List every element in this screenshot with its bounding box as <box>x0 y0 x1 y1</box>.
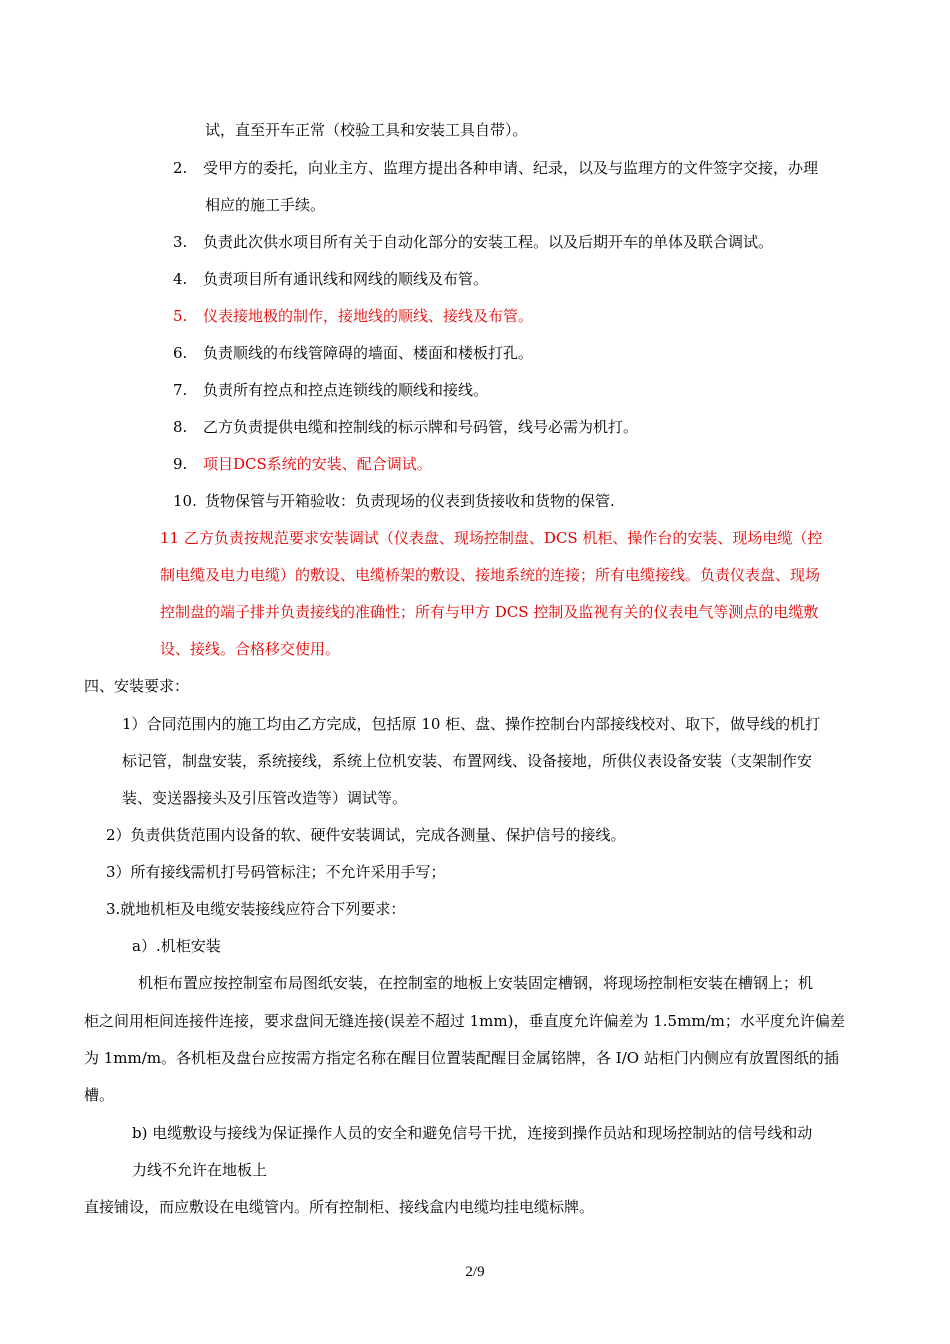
list-number: 8. <box>173 418 188 436</box>
list-text: 货物保管与开箱验收：负责现场的仪表到货接收和货物的保管. <box>205 492 615 510</box>
section-heading: 四、安装要求： <box>84 677 190 695</box>
list-text: 仪表接地极的制作，接地线的顺线、接线及布管。 <box>203 307 534 325</box>
text-line: 标记管，制盘安装，系统接线，系统上位机安装、布置网线、设备接地，所供仪表设备安装（支架制作安 <box>122 752 813 770</box>
text-line: 1）合同范围内的施工均由乙方完成，包括原 10 柜、盘、操作控制台内部接线校对、取下，做导线的机打 <box>122 715 821 733</box>
text-line: 相应的施工手续。 <box>205 196 326 214</box>
list-number: 5. <box>173 307 188 325</box>
list-text: 受甲方的委托，向业主方、监理方提出各种申请、纪录，以及与监理方的文件签字交接，办理 <box>203 159 819 177</box>
subheading: a）.机柜安装 <box>132 937 221 955</box>
text-line: 试，直至开车正常（校验工具和安装工具自带）。 <box>205 121 528 139</box>
list-text: 乙方负责提供电缆和控制线的标示牌和号码管，线号必需为机打。 <box>203 418 639 436</box>
list-text: 负责项目所有通讯线和网线的顺线及布管。 <box>203 270 489 288</box>
text-line: 为 1mm/m。各机柜及盘台应按需方指定名称在醒目位置装配醒目金属铭牌，各 I/O 站柜门内侧应有放置图纸的插 <box>84 1049 839 1067</box>
list-item <box>173 380 488 400</box>
text-line: 2）负责供货范围内设备的软、硬件安装调试，完成各测量、保护信号的接线。 <box>106 826 626 844</box>
list-item-highlighted <box>173 454 432 474</box>
text-line: 机柜布置应按控制室布局图纸安装，在控制室的地板上安装固定槽钢，将现场控制柜安装在槽钢上；机 <box>138 974 814 992</box>
list-text: 项目DCS系统的安装、配合调试。 <box>203 455 432 473</box>
list-number: 4. <box>173 270 188 288</box>
text-line: 3.就地机柜及电缆安装接线应符合下列要求： <box>106 900 406 918</box>
list-item <box>173 269 488 289</box>
list-item <box>173 417 638 437</box>
text-line-highlighted: 设、接线。合格移交使用。 <box>160 640 341 658</box>
list-item <box>173 491 615 511</box>
list-number: 9. <box>173 455 188 473</box>
text-line-highlighted: 11 乙方负责按规范要求安装调试（仪表盘、现场控制盘、DCS 机柜、操作台的安装、现场电缆（控 <box>160 529 823 547</box>
text-line: 直接铺设，而应敷设在电缆管内。所有控制柜、接线盒内电缆均挂电缆标牌。 <box>84 1198 595 1216</box>
text-line: b) 电缆敷设与接线为保证操作人员的安全和避免信号干扰，连接到操作员站和现场控制站的信号线和动 <box>132 1124 813 1142</box>
list-item <box>173 158 818 178</box>
list-number: 2. <box>173 159 188 177</box>
list-item <box>173 343 533 363</box>
text-line: 柜之间用柜间连接件连接，要求盘间无缝连接(误差不超过 1mm)，垂直度允许偏差为 1.5mm/m；水平度允许偏差 <box>84 1012 845 1030</box>
list-number: 3. <box>173 233 188 251</box>
list-number: 6. <box>173 344 188 362</box>
text-line: 槽。 <box>84 1086 115 1104</box>
text-line: 力线不允许在地板上 <box>132 1161 268 1179</box>
page-number: 2/9 <box>465 1264 485 1280</box>
list-number: 10. <box>173 492 197 510</box>
list-text: 负责顺线的布线管障碍的墙面、楼面和楼板打孔。 <box>203 344 534 362</box>
list-number: 7. <box>173 381 188 399</box>
list-item-highlighted <box>173 306 533 326</box>
text-line: 装、变送器接头及引压管改造等）调试等。 <box>122 789 408 807</box>
text-line: 3）所有接线需机打号码管标注；不允许采用手写； <box>106 863 446 881</box>
list-item <box>173 232 773 252</box>
list-text: 负责所有控点和控点连锁线的顺线和接线。 <box>203 381 489 399</box>
text-line-highlighted: 控制盘的端子排并负责接线的准确性；所有与甲方 DCS 控制及监视有关的仪表电气等测点的电缆敷 <box>160 603 819 621</box>
list-text: 负责此次供水项目所有关于自动化部分的安装工程。以及后期开车的单体及联合调试。 <box>203 233 774 251</box>
text-line-highlighted: 制电缆及电力电缆）的敷设、电缆桥架的敷设、接地系统的连接；所有电缆接线。负责仪表盘、现场 <box>160 566 821 584</box>
